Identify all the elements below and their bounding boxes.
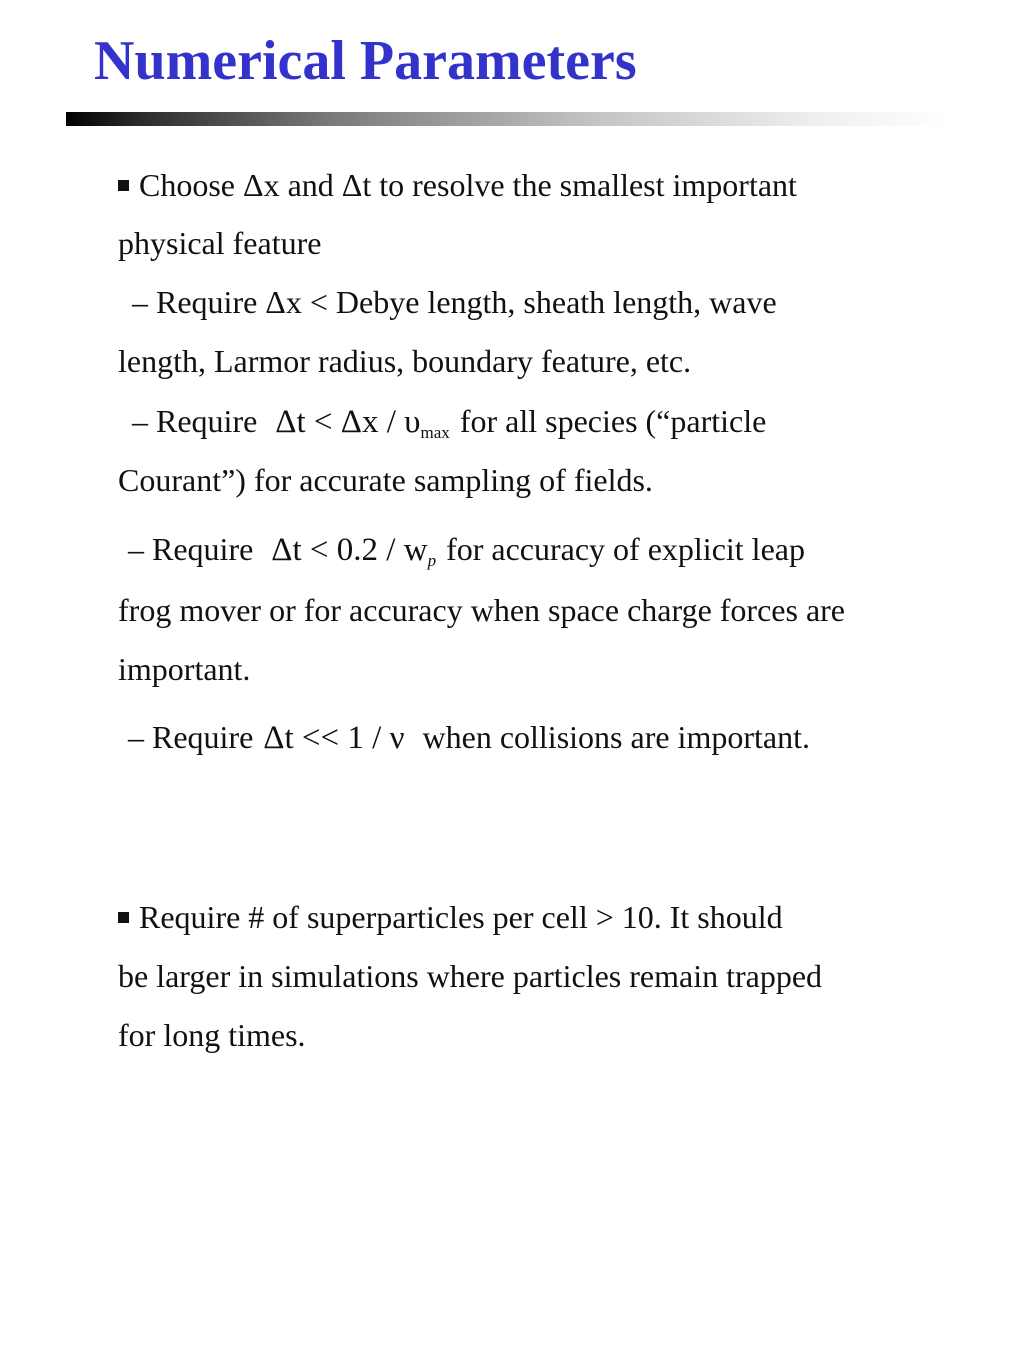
sub-item-3-line-2: frog mover or for accuracy when space charge forces are xyxy=(118,592,845,628)
bullet-1-line-1 xyxy=(118,165,797,205)
sub-item-2-prefix: – Require xyxy=(132,403,258,439)
bullet-2-line-3: for long times. xyxy=(118,1017,306,1053)
equation-particle-courant: $\Delta t < \Delta x / \upsilon_{max}$ xyxy=(275,404,450,442)
bullet-1-text: Choose Δx and Δt to resolve the smallest important xyxy=(139,167,797,203)
sub-item-2-suffix: for all species (“particle xyxy=(459,403,767,439)
sub-item-3-suffix: for accuracy of explicit leap xyxy=(446,531,805,567)
sub-item-1-line-1: – Require Δx < Debye length, sheath length, wave xyxy=(132,284,777,320)
equation-plasma-frequency: $\Delta t < 0.2 / w_p$ xyxy=(271,532,437,570)
bullet-2-line-1 xyxy=(118,897,783,937)
sub-item-2-line-1 xyxy=(132,401,766,442)
sub-item-2-line-2: Courant”) for accurate sampling of fields. xyxy=(118,462,653,498)
sub-item-3-line-1 xyxy=(128,529,805,570)
sub-item-4-line-1 xyxy=(128,717,810,758)
slide-title: Numerical Parameters xyxy=(94,30,637,92)
equation-collision-frequency: Δt << 1 / ν xyxy=(263,720,405,756)
sub-item-4-suffix: when collisions are important. xyxy=(422,719,810,755)
bullet-2-line-2: be larger in simulations where particles remain trapped xyxy=(118,958,823,994)
sub-item-4-prefix: – Require xyxy=(128,719,254,755)
sub-item-3-line-3: important. xyxy=(118,651,251,687)
square-bullet-icon xyxy=(118,912,129,923)
sub-item-3-prefix: – Require xyxy=(128,531,254,567)
bullet-2-text: Require # of superparticles per cell > 10. It should xyxy=(139,899,783,935)
square-bullet-icon xyxy=(118,180,129,191)
bullet-1-line-2: physical feature xyxy=(118,225,322,261)
title-divider-bar xyxy=(66,112,950,126)
sub-item-1-line-2: length, Larmor radius, boundary feature, etc. xyxy=(118,343,692,379)
